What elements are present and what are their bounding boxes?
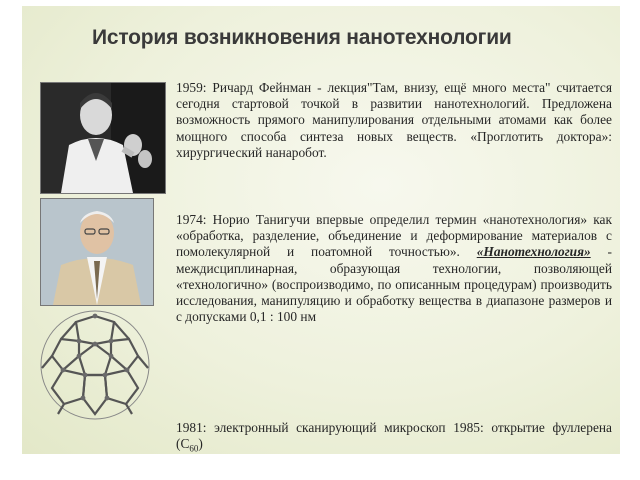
feynman-photo [40, 82, 166, 194]
slide [22, 6, 620, 454]
fullerene-subscript: 60 [189, 443, 199, 454]
paragraph-1981-text: 1981: электронный сканирующий микроскоп 1985: открытие фуллерена (С [176, 420, 612, 452]
paragraph-1974-rest: - междисциплинарная, образующая технологии, позволяющей «технологично» (воспроизводимо, по описанным процедурам) производить исследования, манипуляцию и обработку вещества в диапазоне размеров и с допусками 0,1 : 100 нм [176, 244, 613, 325]
paragraph-1959: 1959: Ричард Фейнман - лекция"Там, внизу, ещё много места" считается сегодня стартовой точкой в развитии нанотехнологий. Предложена возможность прямого манипулирования отдельными атомами как более мощного способа синтеза новых веществ. «Проглотить доктора»: хирургический нанаробот. [176, 80, 612, 160]
paragraph-1981 [176, 420, 612, 452]
slide-title: История возникновения нанотехнологии [92, 26, 512, 49]
taniguchi-photo [40, 198, 154, 306]
fullerene-icon [36, 306, 154, 424]
paragraph-1974 [176, 212, 612, 325]
nanotechnology-term: «Нанотехнология» [476, 244, 591, 260]
paragraph-1981-close: ) [198, 436, 203, 452]
paragraph-1974-lead: 1974: Норио Танигучи впервые определил термин «нанотехнология» как «обработка, разделение, объединение и деформирование материалов с помолекулярной и поатомной точностью». [176, 212, 612, 260]
